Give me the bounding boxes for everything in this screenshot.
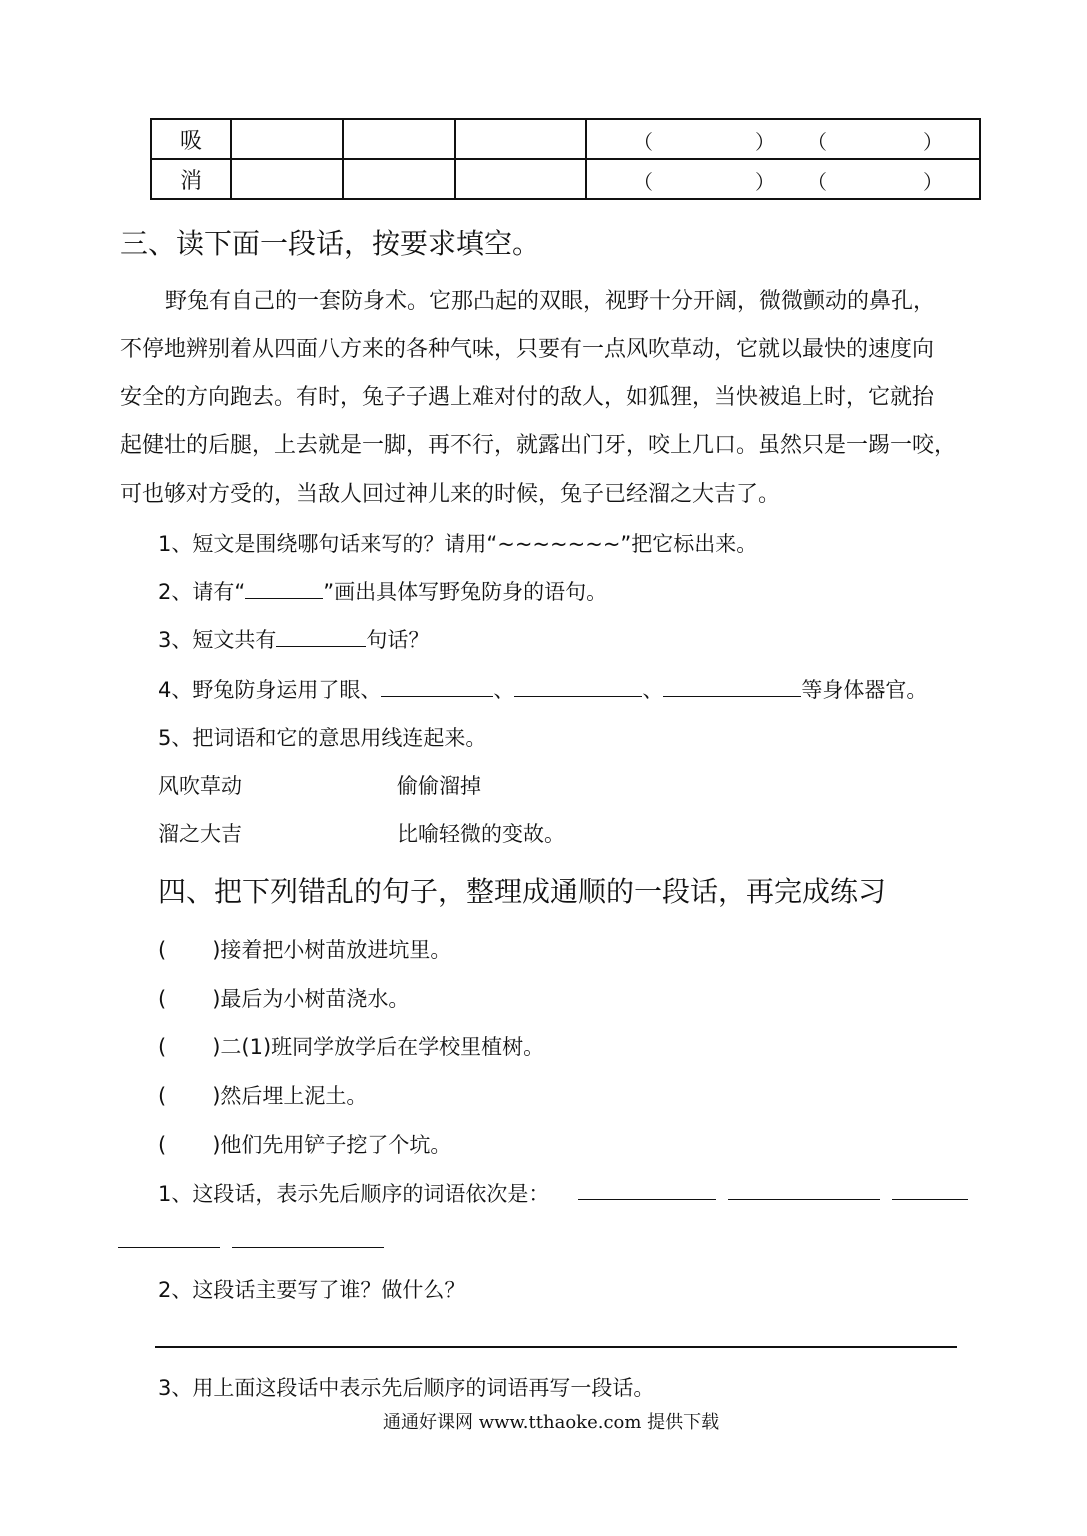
section4-question-1: 1、这段话，表示先后顺序的词语依次是： (158, 1182, 550, 1206)
question-4-prefix: 4、野兔防身运用了眼、 (158, 678, 382, 702)
blank-cell[interactable] (455, 119, 586, 159)
paren-left: （ (633, 130, 653, 154)
section4-heading: 四、把下列错乱的句子，整理成通顺的一段话，再完成练习 (158, 875, 887, 908)
paren-left: （ (633, 170, 653, 194)
paren-close: ) (212, 1035, 221, 1059)
paren-right: ） (755, 130, 775, 154)
question-3 (158, 624, 429, 654)
passage-line: 野兔有自己的一套防身术。它那凸起的双眼，视野十分开阔，微微颤动的鼻孔， (165, 289, 936, 314)
passage-line: 起健壮的后腿，上去就是一脚，再不行，就露出门牙，咬上几口。虽然只是一踢一咬， (120, 433, 957, 458)
order-item (158, 983, 409, 1013)
question-2 (158, 576, 607, 606)
sentence-text: 最后为小树苗浇水。 (220, 987, 410, 1011)
question-4 (158, 674, 927, 704)
answer-blank[interactable] (514, 674, 642, 697)
paren-open: ( (158, 1035, 167, 1059)
table-char: 消 (151, 159, 231, 199)
passage-line: 安全的方向跑去。有时，兔子子遇上难对付的敌人，如狐狸，当快被追上时，它就抬 (120, 385, 935, 410)
match-left-item[interactable]: 风吹草动 (158, 774, 242, 798)
answer-line[interactable] (155, 1346, 957, 1348)
sentence-text: 二(1)班同学放学后在学校里植树。 (220, 1035, 545, 1059)
paren-close: ) (212, 1133, 221, 1157)
answer-blank[interactable] (381, 674, 493, 697)
sentence-text: 他们先用铲子挖了个坑。 (220, 1133, 452, 1157)
paren-close: ) (212, 938, 221, 962)
question-3-suffix: 句话？ (366, 628, 430, 652)
blank-cell[interactable] (343, 159, 455, 199)
paren-close: ) (212, 987, 221, 1011)
character-table (150, 118, 981, 200)
blank-cell[interactable] (231, 119, 343, 159)
sentence-text: 然后埋上泥土。 (220, 1084, 368, 1108)
match-right-item[interactable]: 比喻轻微的变故。 (397, 822, 565, 846)
paren-cell[interactable] (586, 119, 980, 159)
answer-line[interactable] (892, 1199, 968, 1200)
answer-blank[interactable] (245, 576, 323, 599)
table-row (151, 159, 980, 199)
order-item (158, 934, 451, 964)
question-4-suffix: 等身体器官。 (801, 678, 928, 702)
table-row (151, 119, 980, 159)
passage-line: 可也够对方受的，当敌人回过神儿来的时候，兔子已经溜之大吉了。 (120, 482, 781, 507)
paren-cell[interactable] (586, 159, 980, 199)
question-2-prefix: 2、请有“ (158, 580, 246, 604)
paren-left: （ (807, 130, 827, 154)
answer-line[interactable] (578, 1199, 716, 1200)
order-item (158, 1031, 544, 1061)
paren-open: ( (158, 938, 167, 962)
match-left-item[interactable]: 溜之大吉 (158, 822, 242, 846)
paren-close: ) (212, 1084, 221, 1108)
blank-cell[interactable] (455, 159, 586, 199)
match-right-item[interactable]: 偷偷溜掉 (397, 774, 481, 798)
question-1: 1、短文是围绕哪句话来写的？请用“~~~~~~~”把它标出来。 (158, 532, 758, 556)
paren-left: （ (807, 170, 827, 194)
section3-heading: 三、读下面一段话，按要求填空。 (120, 227, 541, 260)
blank-cell[interactable] (231, 159, 343, 199)
order-item (158, 1129, 451, 1159)
answer-line[interactable] (232, 1247, 384, 1248)
separator: 、 (642, 678, 664, 702)
paren-open: ( (158, 1084, 167, 1108)
question-3-prefix: 3、短文共有 (158, 628, 277, 652)
answer-blank[interactable] (276, 624, 366, 647)
passage-line: 不停地辨别着从四面八方来的各种气味，只要有一点风吹草动，它就以最快的速度向 (120, 337, 935, 362)
table-char: 吸 (151, 119, 231, 159)
section4-question-2: 2、这段话主要写了谁？做什么？ (158, 1278, 466, 1302)
paren-right: ） (923, 170, 943, 194)
answer-blank[interactable] (663, 674, 801, 697)
blank-cell[interactable] (343, 119, 455, 159)
question-2-suffix: ”画出具体写野兔防身的语句。 (323, 580, 608, 604)
paren-right: ） (923, 130, 943, 154)
page-footer: 通通好课网 www.tthaoke.com 提供下载 (383, 1412, 720, 1433)
answer-line[interactable] (728, 1199, 880, 1200)
order-item (158, 1080, 367, 1110)
answer-line[interactable] (118, 1247, 220, 1248)
paren-open: ( (158, 1133, 167, 1157)
question-5: 5、把词语和它的意思用线连起来。 (158, 726, 487, 750)
paren-open: ( (158, 987, 167, 1011)
sentence-text: 接着把小树苗放进坑里。 (220, 938, 452, 962)
paren-right: ） (755, 170, 775, 194)
separator: 、 (493, 678, 515, 702)
section4-question-3: 3、用上面这段话中表示先后顺序的词语再写一段话。 (158, 1376, 655, 1400)
